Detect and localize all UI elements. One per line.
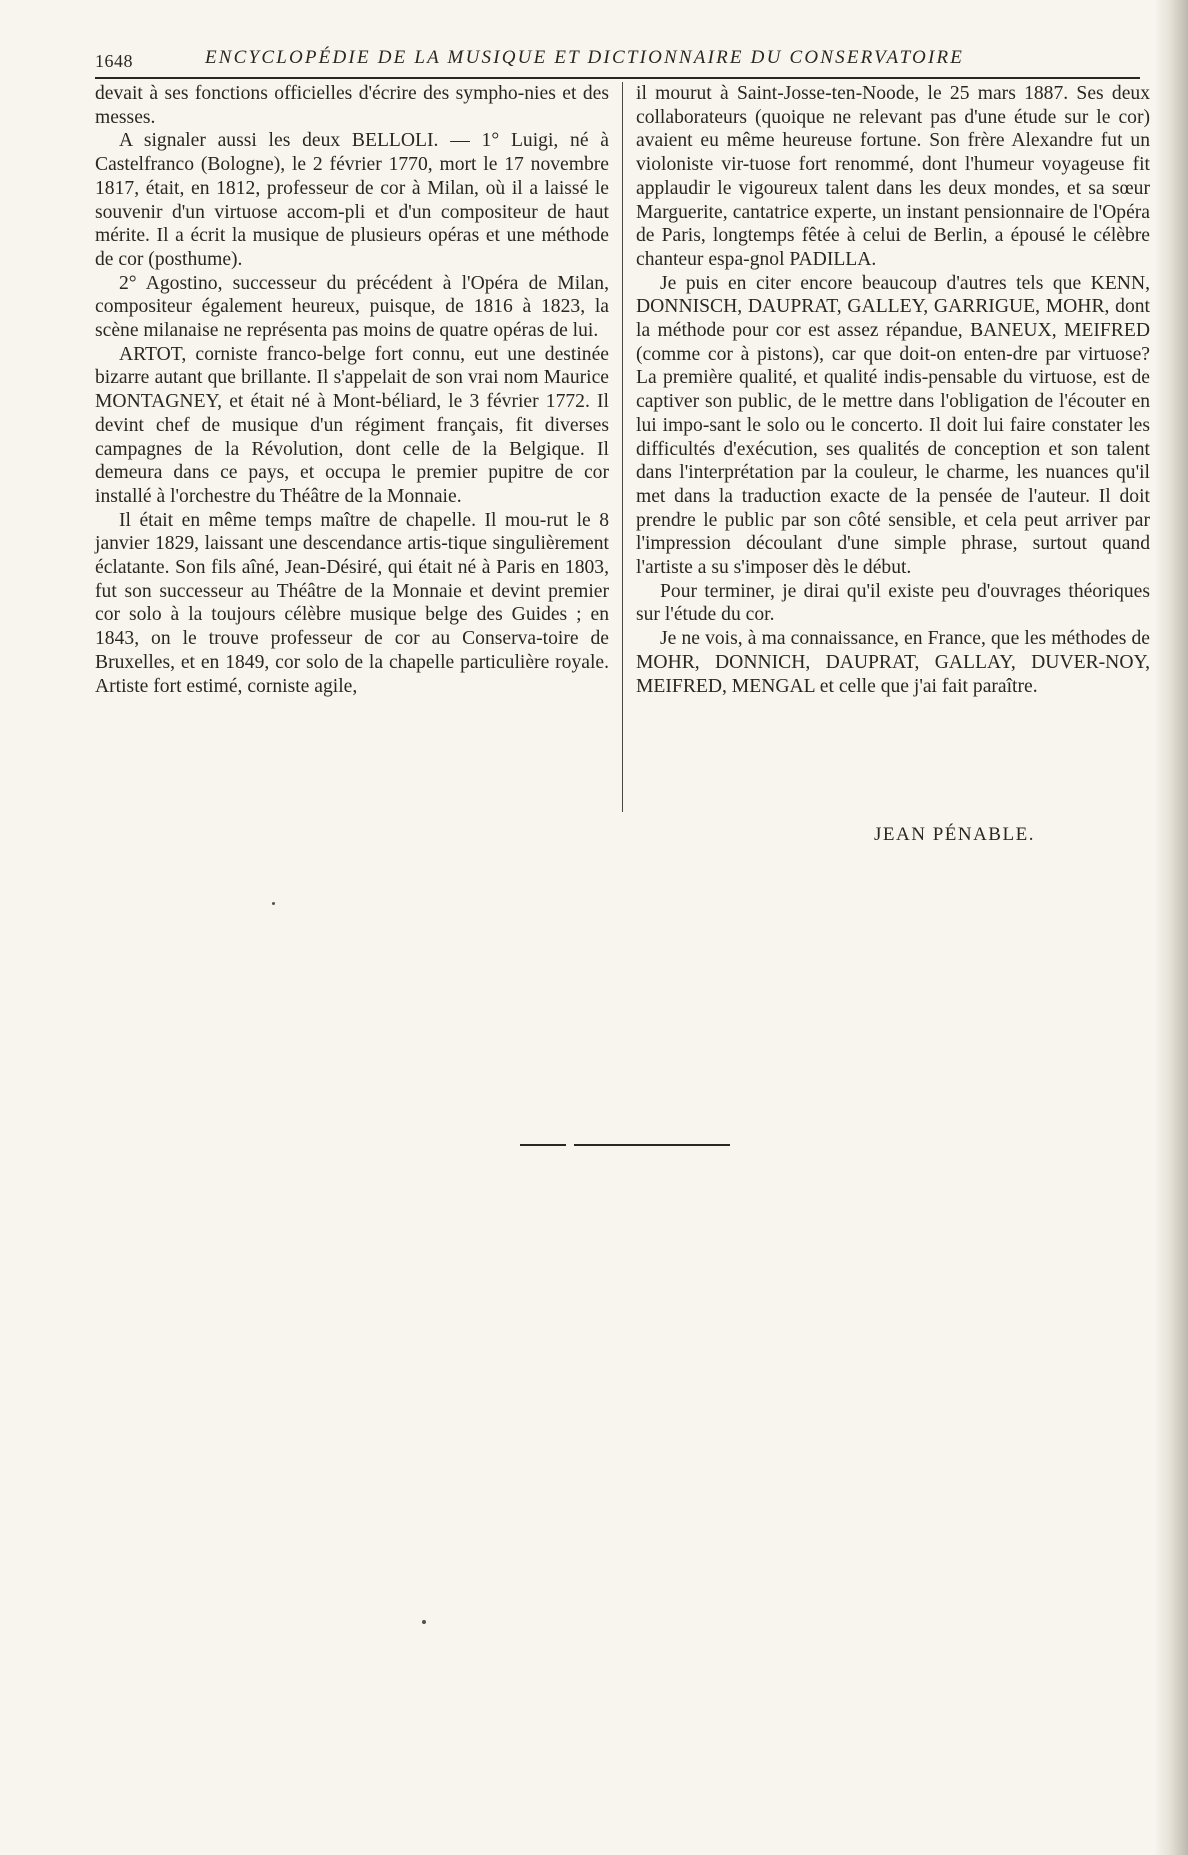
paragraph: A signaler aussi les deux BELLOLI. — 1° Luigi, né à Castelfranco (Bologne), le 2 février 1770, mort le 17 novembre 1817, était, en 1812, professeur de cor à Milan, où il a laissé le souvenir d'un virtuose accom-pli et d'un compositeur de haut mérite. Il a écrit la musique de plusieurs opéras et une méthode de cor (posthume). xyxy=(95,130,609,270)
right-column xyxy=(636,82,1150,698)
paragraph: Pour terminer, je dirai qu'il existe peu d'ouvrages théoriques sur l'étude du cor. xyxy=(636,580,1150,626)
paragraph: 2° Agostino, successeur du précédent à l'Opéra de Milan, compositeur également heureux, puisque, de 1816 à 1823, la scène milanaise ne représenta pas moins de quatre opéras de lui. xyxy=(95,272,609,342)
paragraph: Il était en même temps maître de chapelle. Il mou-rut le 8 janvier 1829, laissant une descendance artis-tique singulièrement éclatante. Son fils aîné, Jean-Désiré, qui était né à Paris en 1803, fut son successeur au Théâtre de la Monnaie et devint premier cor solo à la toujours célèbre musique belge des Guides ; en 1843, on le trouve professeur de cor au Conserva-toire de Bruxelles, et en 1849, cor solo de la chapelle particulière royale. Artiste fort estimé, corniste agile, xyxy=(95,509,609,697)
paragraph: Je ne vois, à ma connaissance, en France, que les méthodes de MOHR, DONNICH, DAUPRAT, GALLAY, DUVER-NOY, MEIFRED, MENGAL et celle que j'ai fait paraître. xyxy=(636,628,1150,697)
left-column xyxy=(95,82,609,698)
paper-speck xyxy=(422,1620,426,1624)
end-rule-short xyxy=(520,1144,566,1146)
paragraph: il mourut à Saint-Josse-ten-Noode, le 25 mars 1887. Ses deux collaborateurs (quoique ne relevant pas d'une étude sur le cor) avaient eu même heureuse fortune. Son frère Alexandre fut un violoniste vir-tuose fort renommé, dont l'humeur voyageuse fit applaudir le vigoureux talent dans les deux mondes, et sa sœur Marguerite, cantatrice experte, un instant pensionnaire de l'Opéra de Paris, longtemps fêtée à celui de Berlin, a épousé le célèbre chanteur espa-gnol PADILLA. xyxy=(636,83,1150,270)
author-signature: JEAN PÉNABLE. xyxy=(874,824,1035,845)
header-rule xyxy=(95,77,1140,79)
running-title: ENCYCLOPÉDIE DE LA MUSIQUE ET DICTIONNAIRE DU CONSERVATOIRE xyxy=(205,47,965,68)
paper-speck xyxy=(272,902,275,905)
page-number: 1648 xyxy=(95,51,133,71)
end-rule-long xyxy=(574,1144,730,1146)
book-spine-shadow xyxy=(1154,0,1188,1855)
paragraph: devait à ses fonctions officielles d'écrire des sympho-nies et des messes. xyxy=(95,83,609,128)
paragraph: ARTOT, corniste franco-belge fort connu, eut une destinée bizarre autant que brillante. Il s'appelait de son vrai nom Maurice MONTAGNEY, et était né à Mont-béliard, le 3 février 1772. Il devint chef de musique d'un régiment français, fit diverses campagnes de la Révolution, dont celle de la Belgique. Il demeura dans ce pays, et occupa le premier pupitre de cor installé à l'orchestre du Théâtre de la Monnaie. xyxy=(95,343,609,507)
column-divider xyxy=(622,82,623,812)
paragraph: Je puis en citer encore beaucoup d'autres tels que KENN, DONNISCH, DAUPRAT, GALLEY, GARRIGUE, MOHR, dont la méthode pour cor est assez répandue, BANEUX, MEIFRED (comme cor à pistons), car que doit-on enten-dre par virtuose? La première qualité, et qualité indis-pensable du virtuose, est de captiver son public, de le mettre dans l'obligation de l'écouter en lui impo-sant le solo ou le concerto. Il doit lui faire constater les difficultés d'exécution, ses qualités de conception et son talent dans l'interprétation par la couleur, le charme, les nuances qu'il met dans la traduction exacte de la pensée de l'auteur. Il doit prendre le public par son côté sensible, et cela peut arriver par l'impression découlant d'une simple phrase, surtout quand l'artiste a su s'imposer dès le début. xyxy=(636,272,1150,579)
page-header xyxy=(95,44,1030,76)
